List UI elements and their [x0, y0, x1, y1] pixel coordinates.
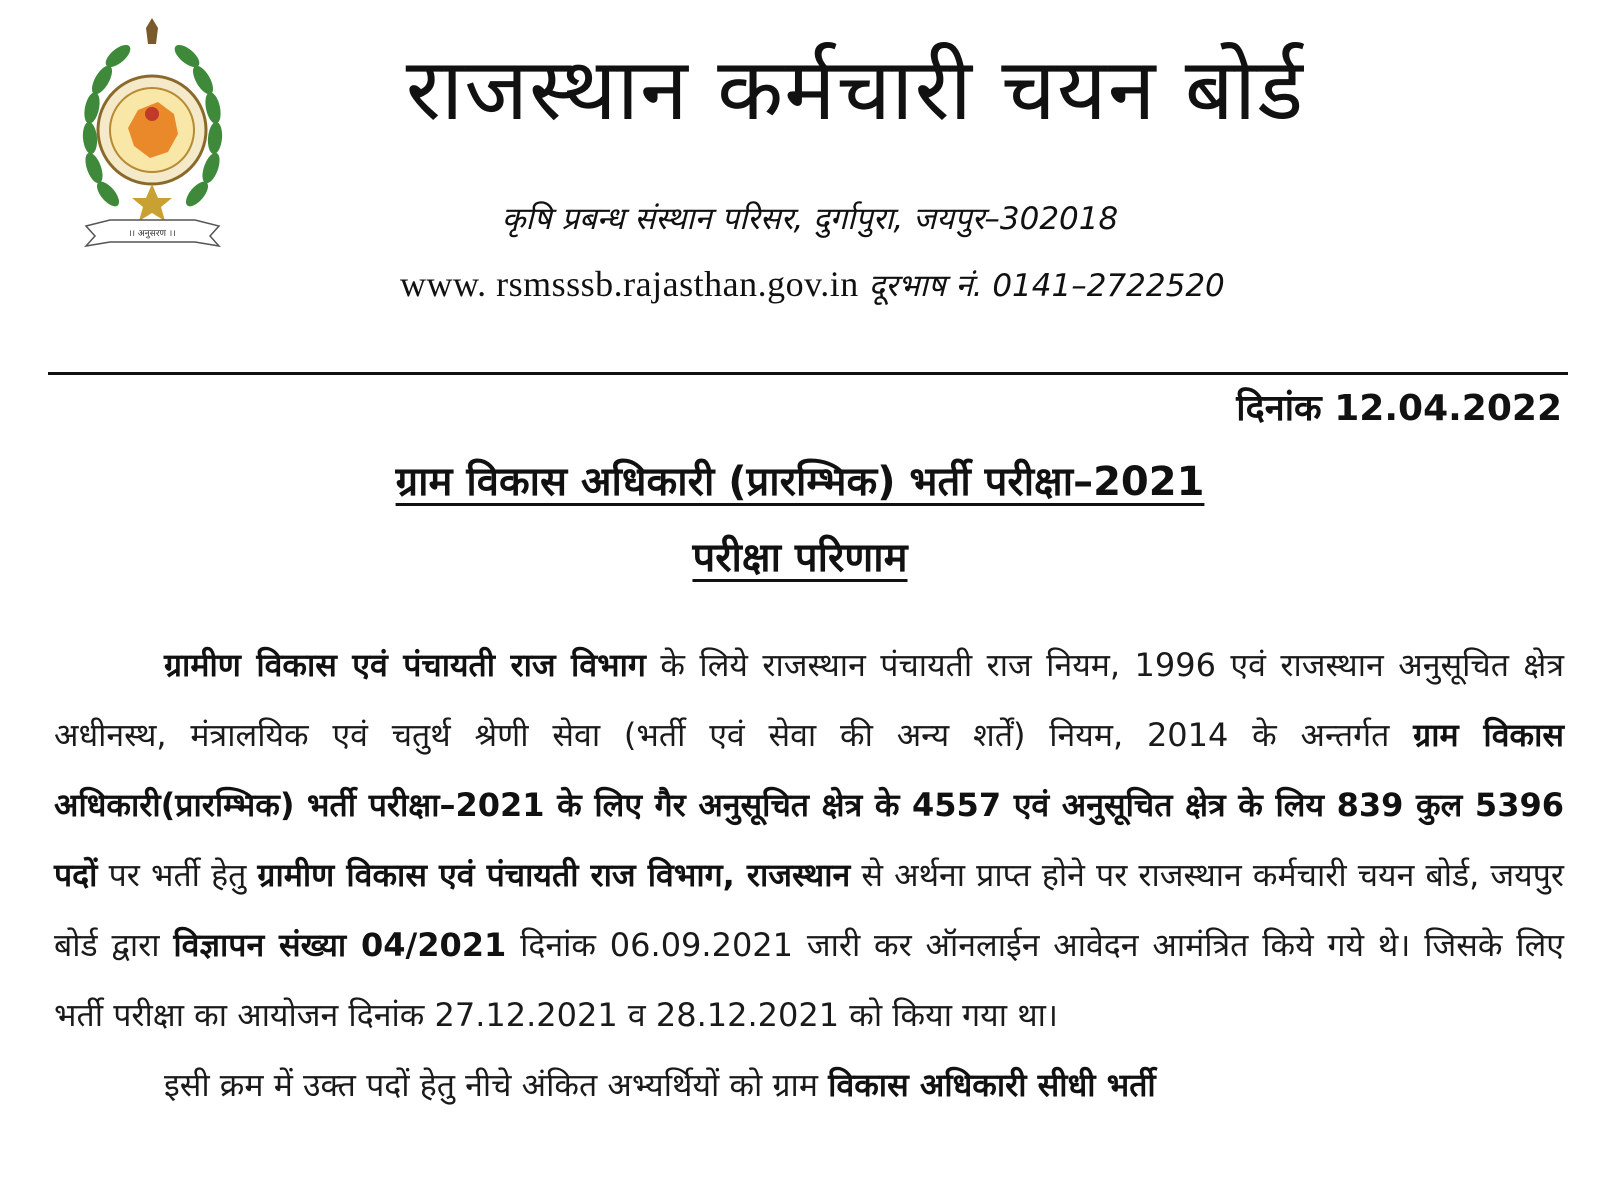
notice-title: [0, 454, 1600, 510]
organization-contact: [400, 262, 1225, 308]
p1-department: ग्रामीण विकास एवं पंचायती राज विभाग: [164, 646, 646, 684]
paragraph-2: [54, 1050, 1564, 1120]
date-label: दिनांक: [1236, 388, 1322, 429]
p1-department-rajasthan: ग्रामीण विकास एवं पंचायती राज विभाग, राजस्थान: [257, 856, 851, 894]
p1-advertisement-number: विज्ञापन संख्या 04/2021: [173, 926, 507, 964]
phone-label: दूरभाष नं.: [868, 268, 983, 304]
organization-name: राजस्थान कर्मचारी चयन बोर्ड: [405, 40, 1305, 140]
p1-text-c: से अर्थना प्राप्त होने पर राजस्थान कर्मचारी चयन बोर्ड, जयपुर बोर्ड द्वारा: [54, 856, 1564, 964]
paragraph-1: [54, 630, 1564, 1050]
p2-bold: विकास अधिकारी सीधी भर्ती: [828, 1066, 1156, 1104]
notice-date: [1236, 384, 1562, 434]
p1-text-d: दिनांक 06.09.2021 जारी कर ऑनलाईन आवेदन आमंत्रित किये गये थे। जिसके लिए भर्ती परीक्षा का आयोजन दिनांक 27.12.2021 व 28.12.2021 को किया गया था।: [54, 926, 1564, 1034]
phone-number: 0141–2722520: [992, 268, 1225, 304]
header-divider: [48, 372, 1568, 375]
p1-text-b: पर भर्ती हेतु: [97, 856, 258, 894]
notice-subtitle-text: परीक्षा परिणाम: [692, 535, 908, 581]
notice-subtitle: [0, 530, 1600, 586]
rsmssb-seal-logo: [80, 18, 225, 258]
p2-text-a: इसी क्रम में उक्त पदों हेतु नीचे अंकित अभ्यर्थियों को ग्राम: [164, 1066, 829, 1104]
website-link[interactable]: www. rsmsssb.rajasthan.gov.in: [400, 264, 859, 304]
seal-motto: ।। अनुसरण ।।: [128, 229, 176, 239]
notice-title-text: ग्राम विकास अधिकारी (प्रारम्भिक) भर्ती परीक्षा–2021: [395, 459, 1205, 505]
p1-text-a: के लिये राजस्थान पंचायती राज नियम, 1996 एवं राजस्थान अनुसूचित क्षेत्र अधीनस्थ, मंत्रालयिक एवं चतुर्थ श्रेणी सेवा (भर्ती एवं सेवा की अन्य शर्तें) नियम, 2014 के अन्तर्गत: [54, 646, 1564, 754]
p1-exam-posts: ग्राम विकास अधिकारी(प्रारम्भिक) भर्ती परीक्षा–2021 के लिए गैर अनुसूचित क्षेत्र के 4557 एवं अनुसूचित क्षेत्र के लिय 839 कुल 5396 पदों: [54, 716, 1564, 894]
notice-body: [54, 630, 1564, 1120]
date-value: 12.04.2022: [1334, 388, 1562, 429]
organization-address: कृषि प्रबन्ध संस्थान परिसर, दुर्गापुरा, जयपुर–302018: [501, 201, 1119, 237]
